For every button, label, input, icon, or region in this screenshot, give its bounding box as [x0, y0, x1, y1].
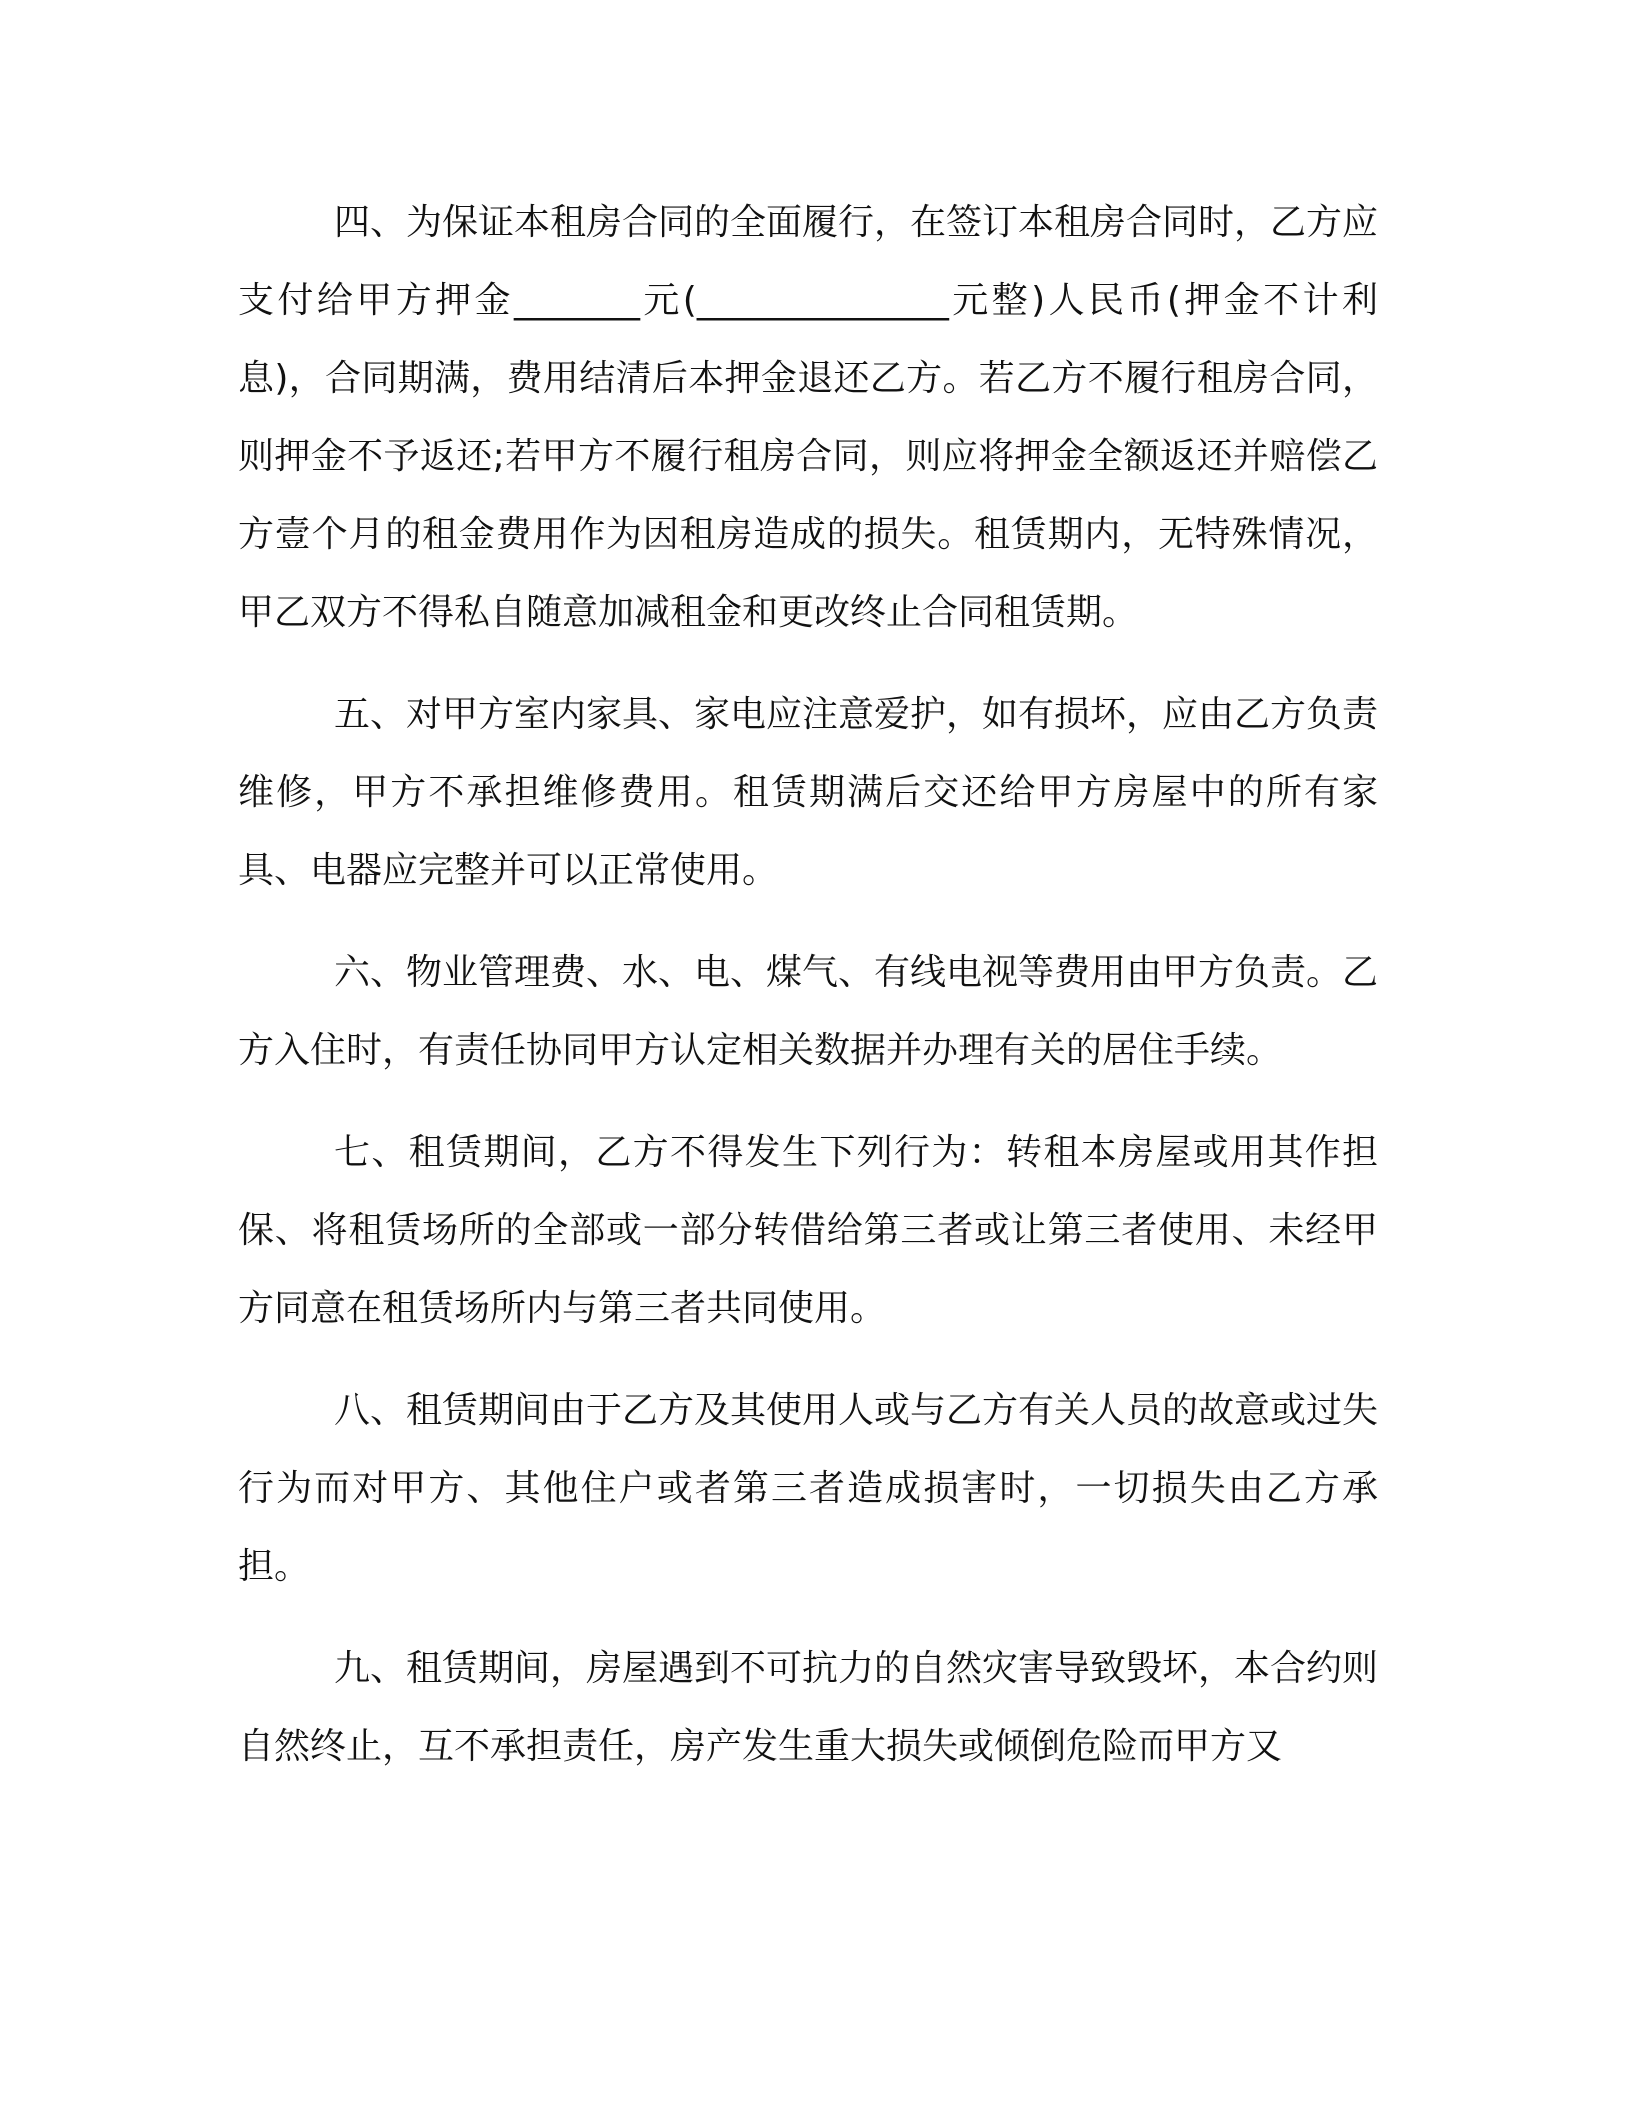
clause-5-paragraph: 五、对甲方室内家具、家电应注意爱护，如有损坏，应由乙方负责维修，甲方不承担维修费用。租赁期满后交还给甲方房屋中的所有家具、电器应完整并可以正常使用。 [238, 694, 1379, 891]
clause-6-paragraph: 六、物业管理费、水、电、煤气、有线电视等费用由甲方负责。乙方入住时，有责任协同甲方认定相关数据并办理有关的居住手续。 [238, 952, 1379, 1071]
clause-8-paragraph: 八、租赁期间由于乙方及其使用人或与乙方有关人员的故意或过失行为而对甲方、其他住户或者第三者造成损害时，一切损失由乙方承担。 [238, 1390, 1379, 1587]
clause-9-paragraph: 九、租赁期间，房屋遇到不可抗力的自然灾害导致毁坏，本合约则自然终止，互不承担责任，房产发生重大损失或倾倒危险而甲方又 [238, 1648, 1379, 1767]
clause-7-paragraph: 七、租赁期间，乙方不得发生下列行为：转租本房屋或用其作担保、将租赁场所的全部或一部分转借给第三者或让第三者使用、未经甲方同意在租赁场所内与第三者共同使用。 [238, 1132, 1378, 1329]
contract-body [238, 184, 1378, 1786]
clause-4-paragraph: 四、为保证本租房合同的全面履行，在签订本租房合同时，乙方应支付给甲方押金_______元(______________元整)人民币(押金不计利息)，合同期满，费用结清后本押金退还乙方。若乙方不履行租房合同，则押金不予返还;若甲方不履行租房合同，则应将押金全额返还并赔偿乙方壹个月的租金费用作为因租房造成的损失。租赁期内，无特殊情况，甲乙双方不得私自随意加减租金和更改终止合同租赁期。 [238, 202, 1379, 633]
